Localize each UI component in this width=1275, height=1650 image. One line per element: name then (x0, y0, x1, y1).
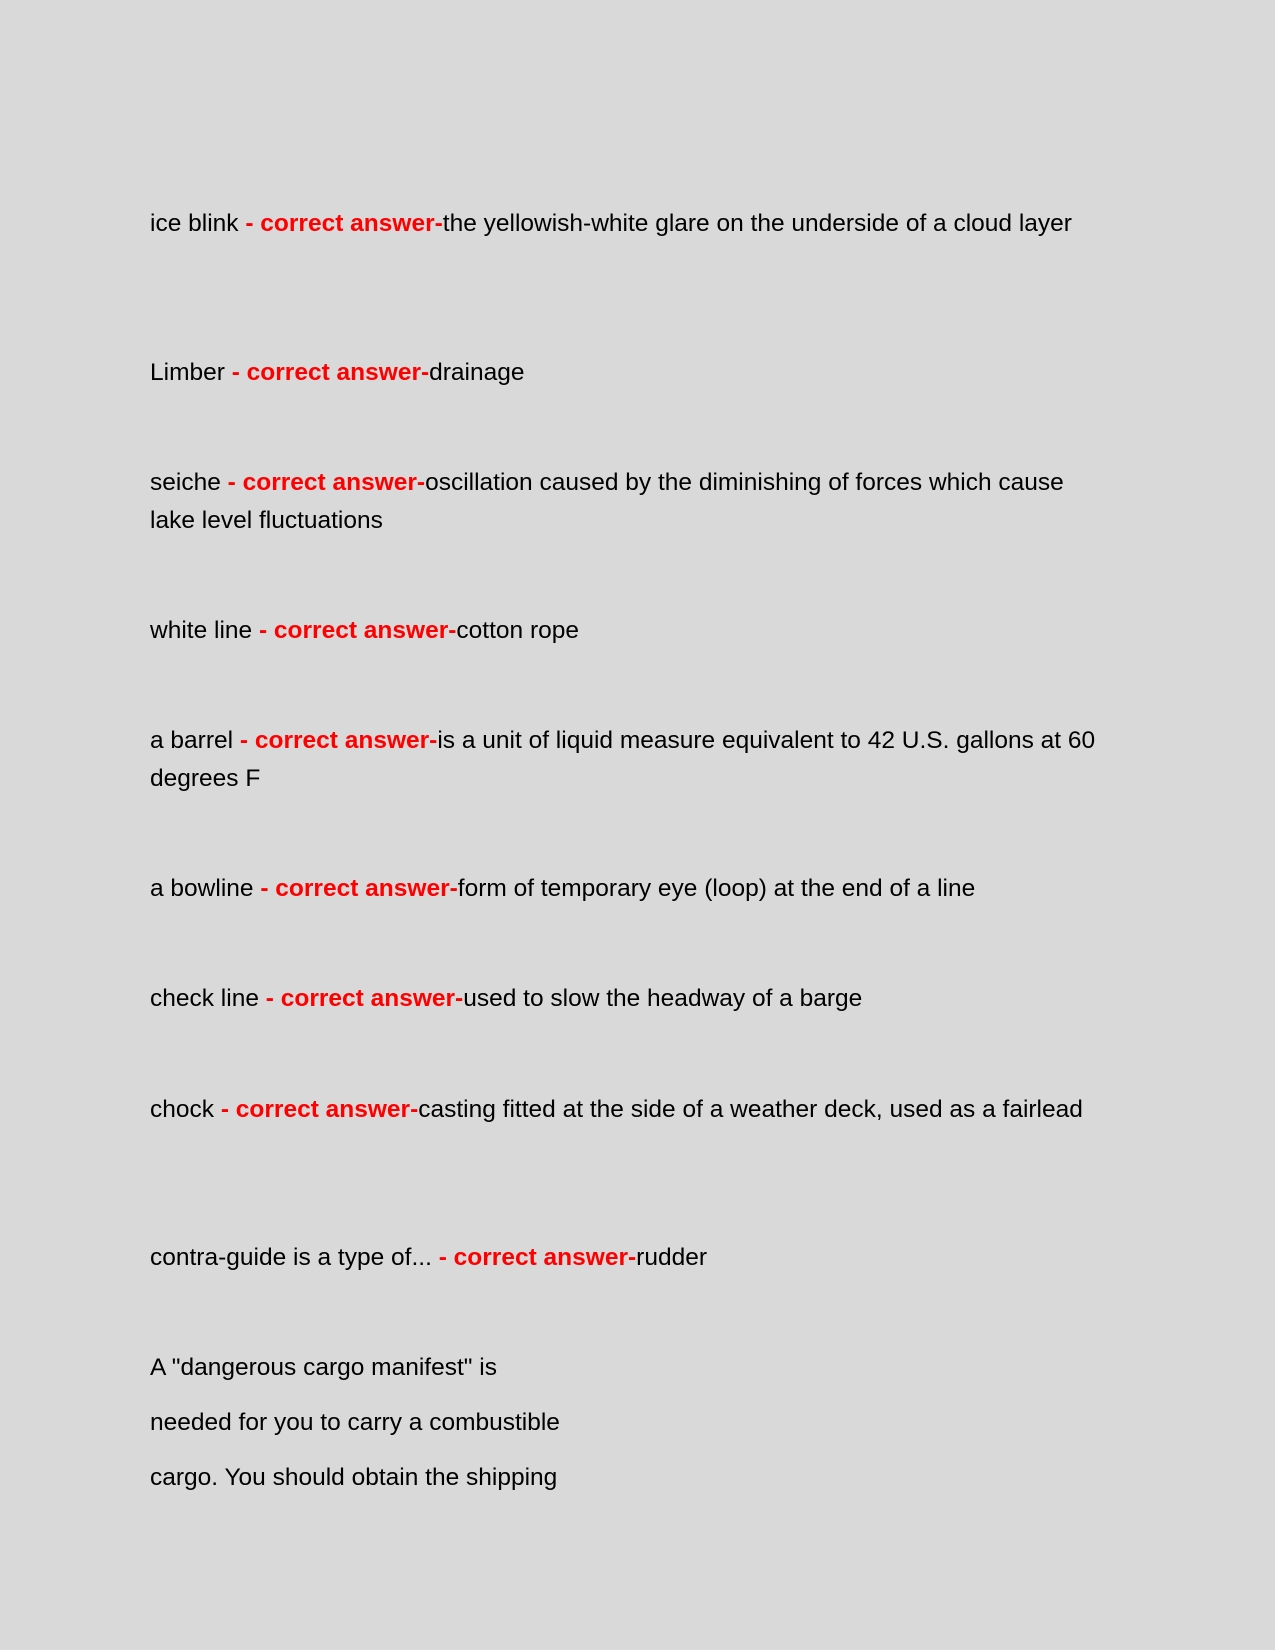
question-line: A "dangerous cargo manifest" is (150, 1354, 497, 1381)
answer: is a unit of liquid measure equivalent to 42 U.S. gallons at 60 degrees F (150, 727, 1096, 792)
qa-entry (150, 1091, 1110, 1129)
correct-answer-separator: - correct answer- (227, 469, 426, 496)
answer: the yellowish-white glare on the underside of a cloud layer (442, 210, 1072, 237)
answer: form of temporary eye (loop) at the end of a line (457, 875, 976, 902)
correct-answer-separator: - correct answer- (239, 727, 438, 754)
term: Limber (150, 359, 232, 386)
question-line: needed for you to carry a combustible (150, 1409, 560, 1436)
term: contra-guide is a type of... (150, 1244, 439, 1271)
correct-answer-separator: - correct answer- (231, 359, 430, 386)
question-line: cargo. You should obtain the shipping (150, 1464, 558, 1491)
qa-entry (150, 870, 1110, 908)
correct-answer-separator: - correct answer- (260, 875, 458, 902)
answer: casting fitted at the side of a weather deck, used as a fairlead (418, 1096, 1083, 1123)
qa-entry (150, 722, 1110, 798)
qa-entry (150, 205, 1110, 243)
term: a bowline (150, 875, 261, 902)
term: a barrel (150, 727, 240, 754)
answer: drainage (429, 359, 525, 386)
document-page (150, 0, 1110, 1650)
correct-answer-separator: - correct answer- (258, 617, 457, 644)
answer: used to slow the headway of a barge (463, 985, 863, 1012)
correct-answer-separator: - correct answer- (438, 1244, 637, 1271)
qa-entry (150, 1239, 1110, 1277)
qa-entry (150, 354, 1110, 392)
answer: oscillation caused by the diminishing of forces which cause lake level fluctuations (150, 469, 1064, 534)
term: check line (150, 985, 266, 1012)
term: chock (150, 1096, 221, 1123)
qa-entry (150, 464, 1110, 540)
qa-entry (150, 980, 1110, 1018)
correct-answer-separator: - correct answer- (265, 985, 464, 1012)
answer: rudder (636, 1244, 707, 1271)
term: ice blink (150, 210, 246, 237)
term: white line (150, 617, 259, 644)
correct-answer-separator: - correct answer- (220, 1096, 419, 1123)
qa-entry (150, 612, 1110, 650)
answer: cotton rope (456, 617, 579, 644)
term: seiche (150, 469, 228, 496)
correct-answer-separator: - correct answer- (245, 210, 443, 237)
